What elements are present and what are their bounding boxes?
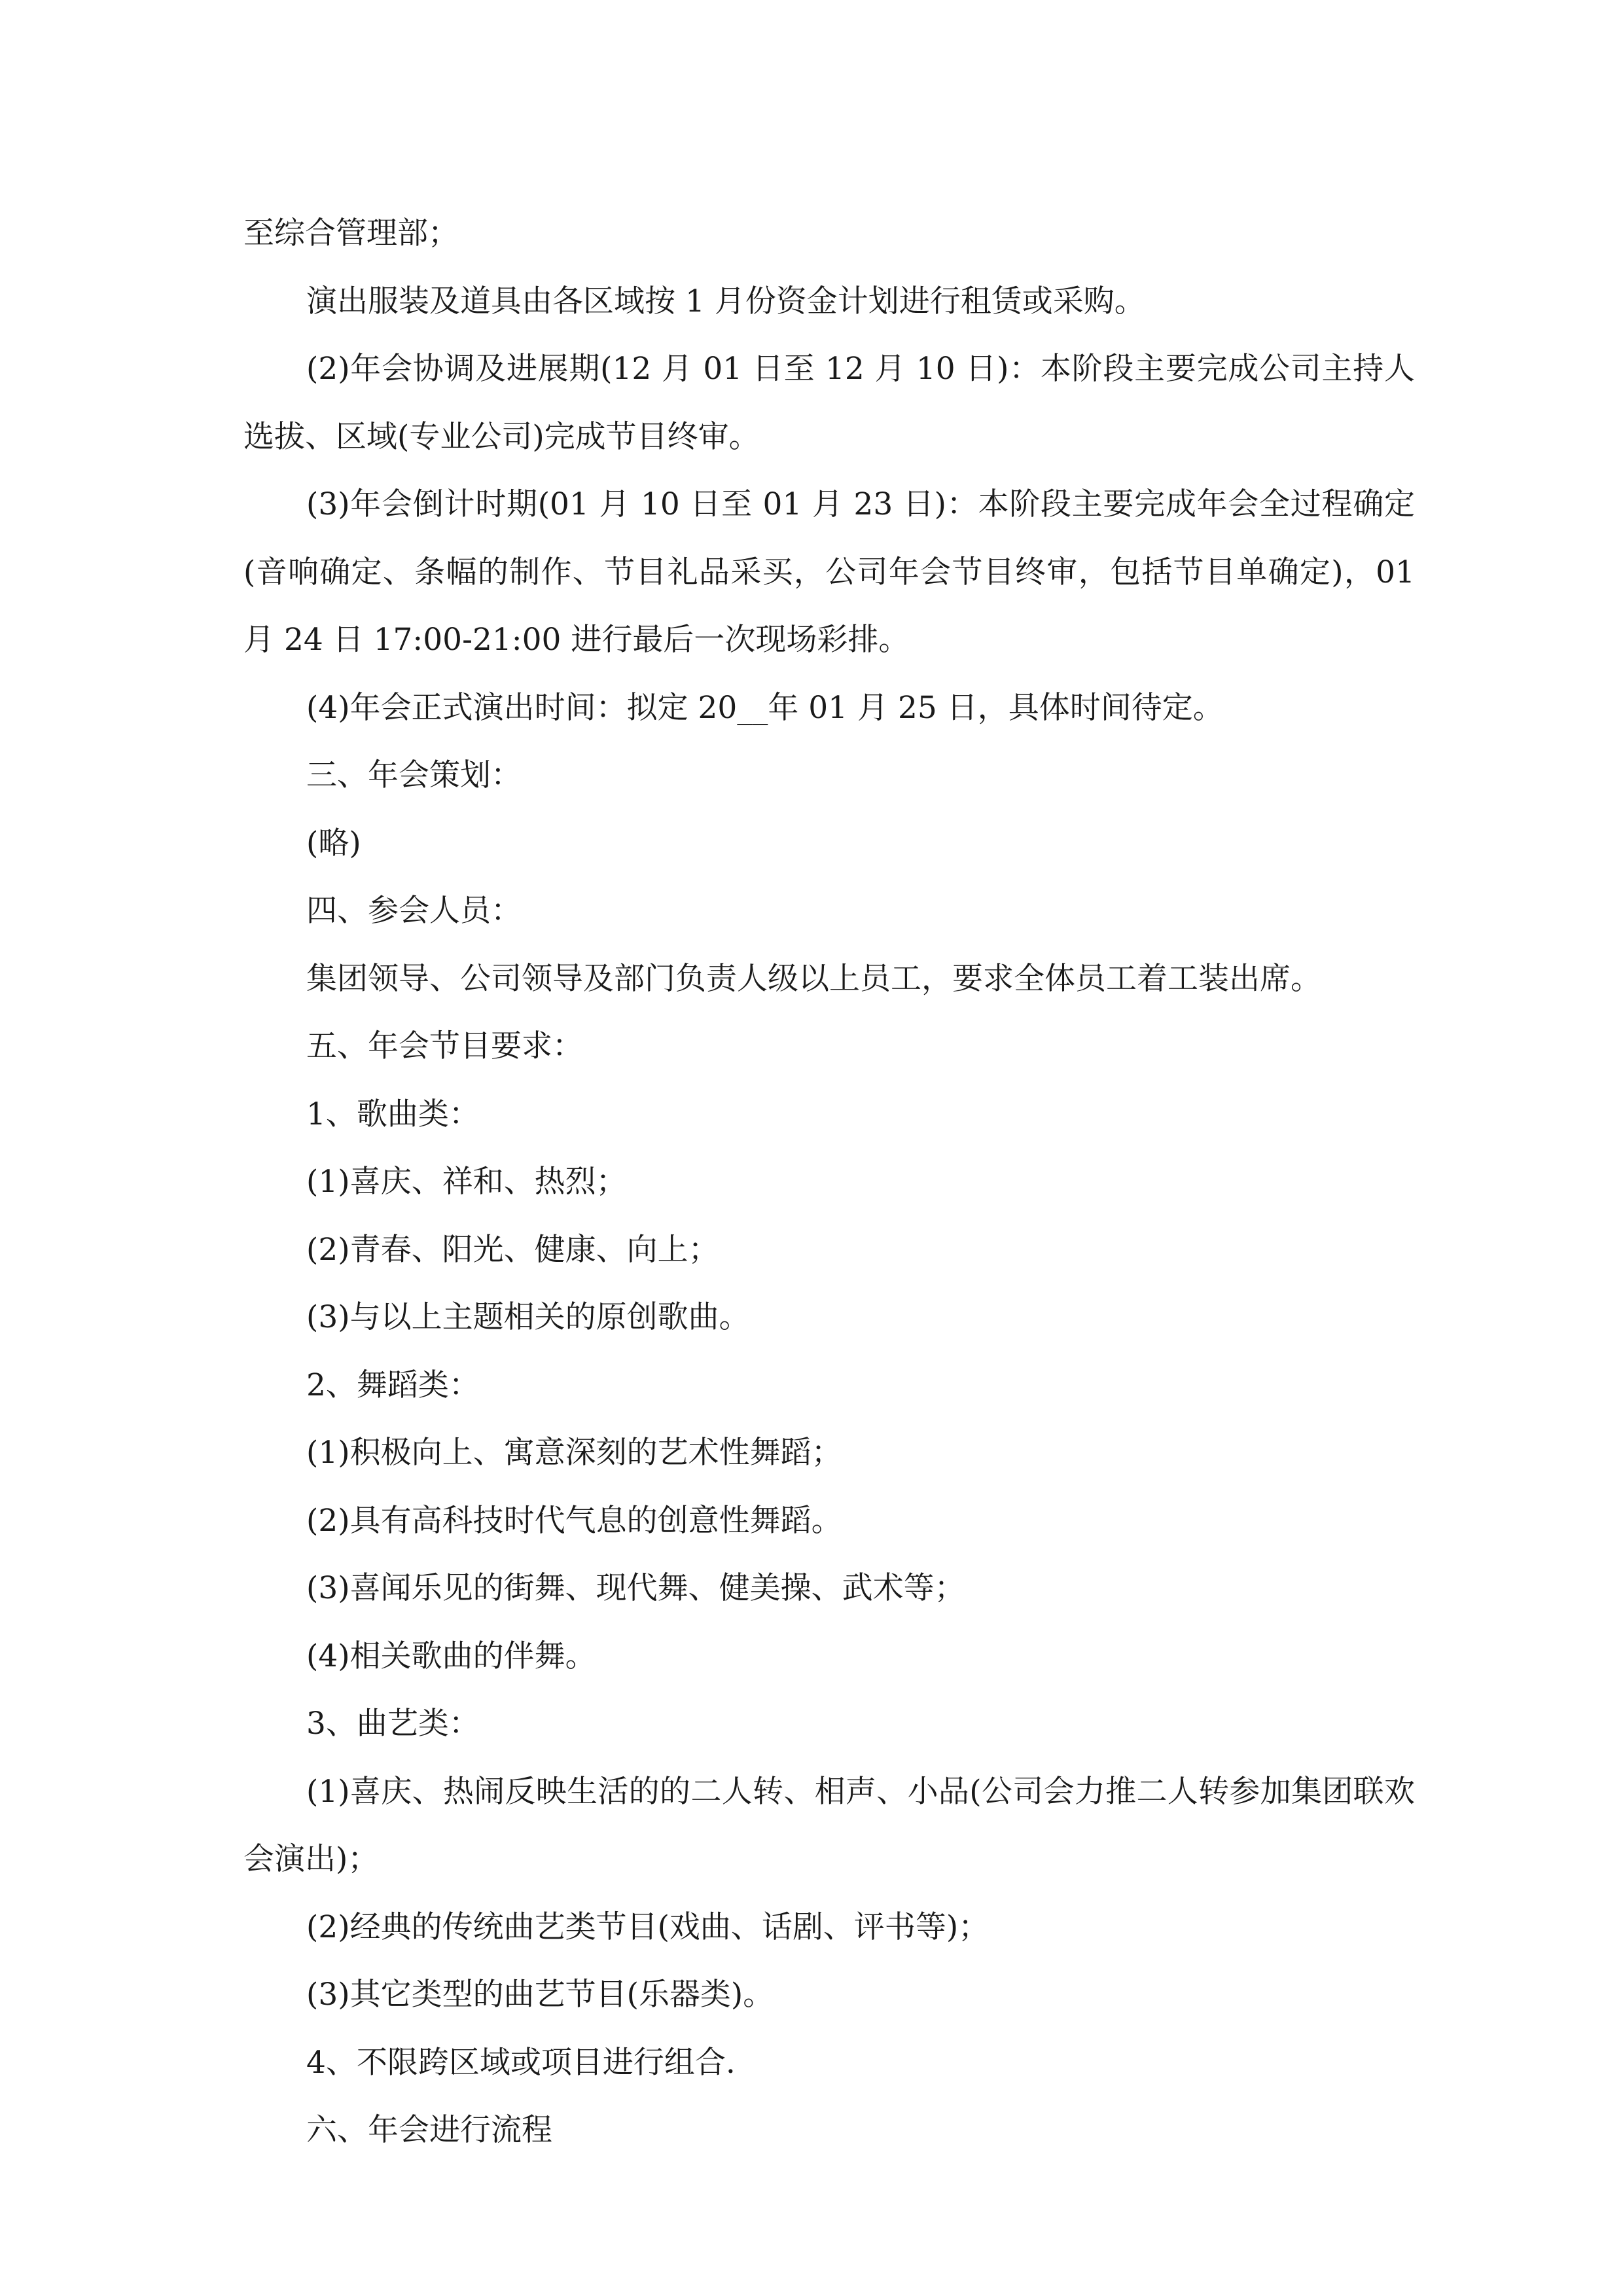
paragraph-4: (3)年会倒计时期(01 月 10 日至 01 月 23 日)：本阶段主要完成年会全过程确定(音响确定、条幅的制作、节目礼品采买，公司年会节目终审，包括节目单确定)，01 月 24 日 17:00-21:00 进行最后一次现场彩排。 (243, 486, 1415, 658)
list-item: (3)喜闻乐见的街舞、现代舞、健美操、武术等； (306, 1570, 965, 1606)
list-item: (1)积极向上、寓意深刻的艺术性舞蹈； (306, 1435, 842, 1471)
paragraph-24: 4、不限跨区域或项目进行组合. (306, 2044, 736, 2081)
paragraph-5: (4)年会正式演出时间：拟定 20__年 01 月 25 日，具体时间待定。 (306, 689, 1224, 726)
list-item: (2)经典的传统曲艺类节目(戏曲、话剧、评书等)； (306, 1909, 990, 1945)
paragraph-7: (略) (306, 825, 361, 861)
list-item: (1)喜庆、祥和、热烈； (306, 1164, 627, 1200)
section-heading-process: 六、年会进行流程 (306, 2112, 552, 2148)
list-item: (2)青春、阳光、健康、向上； (306, 1231, 719, 1268)
subheading-dance: 2、舞蹈类： (306, 1367, 480, 1403)
document-body (243, 200, 1415, 2164)
list-item: (2)具有高科技时代气息的创意性舞蹈。 (306, 1502, 842, 1539)
section-heading-planning: 三、年会策划： (306, 757, 522, 793)
list-item: (1)喜庆、热闹反映生活的的二人转、相声、小品(公司会力推二人转参加集团联欢会演出)； (243, 1773, 1415, 1877)
list-item: (3)其它类型的曲艺节目(乐器类)。 (306, 1977, 774, 2013)
paragraph-2: 演出服装及道具由各区域按 1 月份资金计划进行租赁或采购。 (306, 283, 1145, 319)
subheading-songs: 1、歌曲类： (306, 1096, 480, 1132)
section-heading-attendees: 四、参会人员： (306, 893, 522, 929)
paragraph-9: 集团领导、公司领导及部门负责人级以上员工，要求全体员工着工装出席。 (306, 960, 1321, 997)
list-item: (4)相关歌曲的伴舞。 (306, 1638, 596, 1674)
list-item: (3)与以上主题相关的原创歌曲。 (306, 1299, 750, 1335)
section-heading-program-requirements: 五、年会节目要求： (306, 1028, 583, 1064)
subheading-folk-arts: 3、曲艺类： (306, 1706, 480, 1742)
paragraph-3: (2)年会协调及进展期(12 月 01 日至 12 月 10 日)：本阶段主要完成公司主持人选拔、区域(专业公司)完成节目终审。 (243, 351, 1415, 455)
paragraph-1: 至综合管理部； (243, 215, 459, 251)
